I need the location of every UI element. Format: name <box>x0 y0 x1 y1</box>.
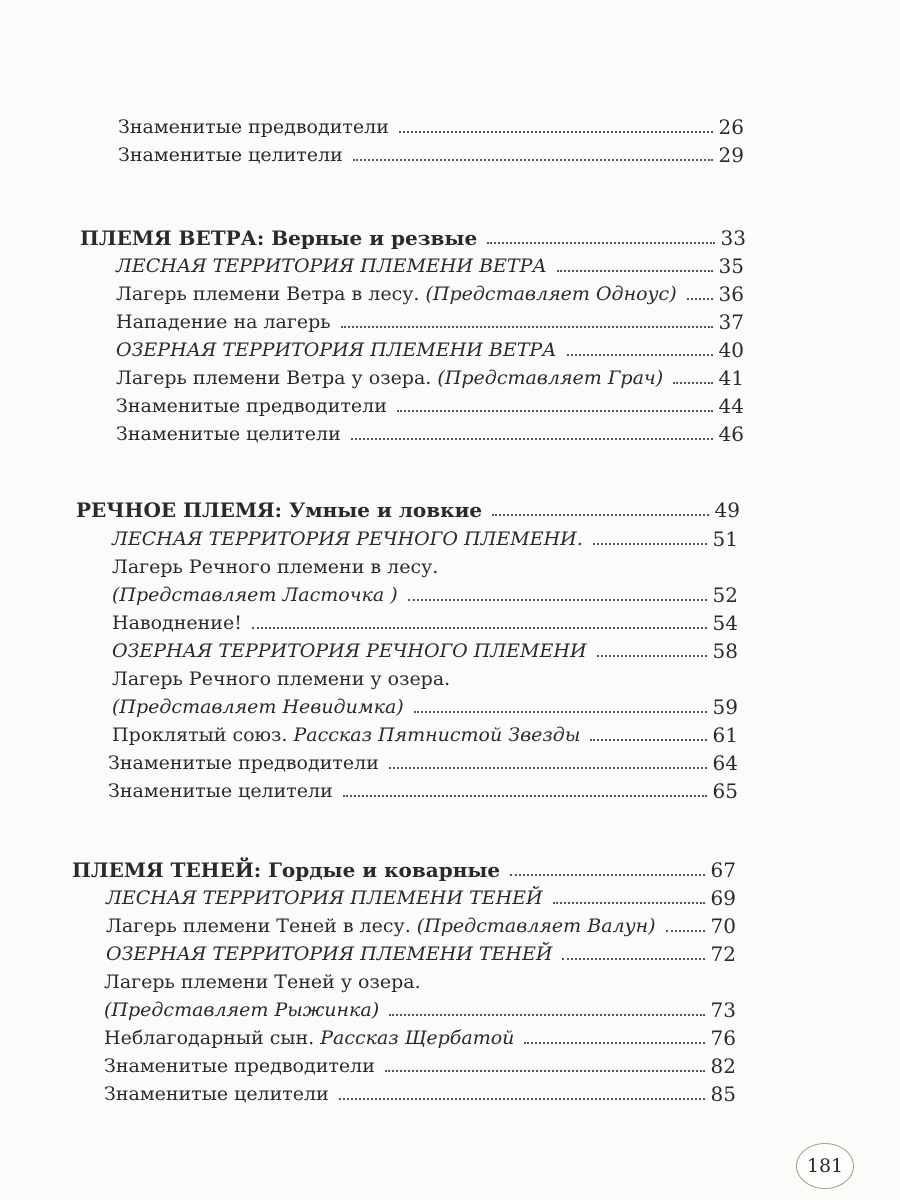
toc-entry <box>116 420 744 446</box>
toc-entry <box>112 581 738 607</box>
leader-dots <box>389 766 707 769</box>
entry-label: Лагерь племени Ветра в лесу. <box>116 283 426 305</box>
entry-page: 49 <box>714 498 740 522</box>
section-heading-bold: ПЛЕМЯ ВЕТРА: <box>80 226 265 250</box>
entry-page: 64 <box>712 751 738 775</box>
section-heading-bold: ПЛЕМЯ ТЕНЕЙ: <box>72 858 262 882</box>
entry-page: 72 <box>710 942 736 966</box>
entry-page: 29 <box>718 143 744 167</box>
toc-entry <box>112 637 738 663</box>
entry-label: Знаменитые предводители <box>104 1055 375 1077</box>
section-heading <box>76 496 740 522</box>
toc-entry <box>104 1024 736 1050</box>
entry-page: 35 <box>718 254 744 278</box>
toc-entry <box>106 884 736 910</box>
leader-dots <box>557 269 713 272</box>
entry-page: 40 <box>718 338 744 362</box>
leader-dots <box>353 158 713 161</box>
entry-label: Лагерь племени Теней в лесу. <box>106 915 417 937</box>
section-heading-rest: Верные и резвые <box>264 226 478 250</box>
entry-label: Знаменитые предводители <box>118 116 389 138</box>
entry-page: 70 <box>710 914 736 938</box>
leader-dots <box>590 738 706 741</box>
entry-label: Лагерь Речного племени в лесу. <box>112 556 439 578</box>
section-heading-rest: Гордые и коварные <box>261 858 501 882</box>
entry-label: Знаменитые целители <box>118 144 343 166</box>
entry-page: 69 <box>710 886 736 910</box>
entry-label: Неблагодарный сын. <box>104 1027 321 1049</box>
entry-label: Лагерь племени Ветра у озера. <box>116 367 438 389</box>
leader-dots <box>597 654 707 657</box>
leader-dots <box>341 325 713 328</box>
page-number: 181 <box>796 1143 854 1189</box>
toc-entry <box>112 553 738 579</box>
entry-italic: (Представляет Ласточка ) <box>112 584 398 606</box>
leader-dots <box>397 409 713 412</box>
entry-label: ОЗЕРНАЯ ТЕРРИТОРИЯ ПЛЕМЕНИ ВЕТРА <box>116 339 557 361</box>
leader-dots <box>687 297 713 300</box>
entry-italic: Рассказ Пятнистой Звезды <box>293 724 581 746</box>
entry-page: 41 <box>718 366 744 390</box>
entry-label: ЛЕСНАЯ ТЕРРИТОРИЯ ПЛЕМЕНИ ТЕНЕЙ <box>106 887 543 909</box>
toc-entry <box>108 777 738 803</box>
section-heading-bold: РЕЧНОЕ ПЛЕМЯ: <box>76 498 283 522</box>
entry-page: 73 <box>710 998 736 1022</box>
leader-dots <box>399 130 713 133</box>
entry-label: Знаменитые целители <box>116 423 341 445</box>
entry-page: 44 <box>718 394 744 418</box>
toc-entry <box>104 968 736 994</box>
toc-entry <box>104 996 736 1022</box>
leader-dots <box>343 794 707 797</box>
entry-italic: (Представляет Одноус) <box>425 283 677 305</box>
entry-page: 52 <box>712 583 738 607</box>
entry-page: 76 <box>710 1026 736 1050</box>
toc-entry <box>106 912 736 938</box>
entry-page: 54 <box>712 611 738 635</box>
toc-entry <box>112 721 738 747</box>
entry-italic: (Представляет Валун) <box>416 915 656 937</box>
entry-label: Лагерь племени Теней у озера. <box>104 971 421 993</box>
toc-entry <box>116 280 744 306</box>
entry-page: 37 <box>718 310 744 334</box>
leader-dots <box>593 542 707 545</box>
entry-label: Знаменитые целители <box>108 780 333 802</box>
toc-entry <box>104 1080 736 1106</box>
leader-dots <box>408 598 707 601</box>
toc-entry <box>108 749 738 775</box>
leader-dots <box>524 1041 704 1044</box>
toc-entry <box>116 392 744 418</box>
leader-dots <box>562 957 704 960</box>
entry-page: 46 <box>718 422 744 446</box>
entry-page: 85 <box>710 1082 736 1106</box>
entry-label: Наводнение! <box>112 612 242 634</box>
entry-italic: (Представляет Невидимка) <box>112 696 404 718</box>
toc-entry <box>116 364 744 390</box>
toc-entry <box>116 308 744 334</box>
leader-dots <box>567 353 713 356</box>
entry-label: Нападение на лагерь <box>116 311 331 333</box>
toc-entry <box>116 336 744 362</box>
toc-entry <box>118 141 744 167</box>
entry-label: ЛЕСНАЯ ТЕРРИТОРИЯ РЕЧНОГО ПЛЕМЕНИ. <box>112 528 583 550</box>
toc-entry <box>112 609 738 635</box>
leader-dots <box>673 381 712 384</box>
toc-entry <box>112 525 738 551</box>
entry-label: Лагерь Речного племени у озера. <box>112 668 451 690</box>
leader-dots <box>252 626 707 629</box>
leader-dots <box>487 241 714 244</box>
toc-entry <box>104 1052 736 1078</box>
section-heading <box>72 856 736 882</box>
entry-page: 58 <box>712 639 738 663</box>
toc-entry <box>116 252 744 278</box>
leader-dots <box>414 710 707 713</box>
entry-page: 26 <box>718 115 744 139</box>
leader-dots <box>553 901 705 904</box>
entry-page: 51 <box>712 527 738 551</box>
entry-label: Знаменитые целители <box>104 1083 329 1105</box>
entry-label: ОЗЕРНАЯ ТЕРРИТОРИЯ РЕЧНОГО ПЛЕМЕНИ <box>112 640 587 662</box>
toc-entry <box>118 113 744 139</box>
toc-entry <box>106 940 736 966</box>
entry-page: 59 <box>712 695 738 719</box>
entry-page: 67 <box>710 858 736 882</box>
entry-page: 36 <box>718 282 744 306</box>
entry-label: Знаменитые предводители <box>108 752 379 774</box>
section-heading <box>80 224 746 250</box>
entry-page: 65 <box>712 779 738 803</box>
entry-italic: (Представляет Грач) <box>437 367 664 389</box>
leader-dots <box>385 1069 705 1072</box>
leader-dots <box>351 437 713 440</box>
toc-entry <box>112 693 738 719</box>
entry-page: 61 <box>712 723 738 747</box>
entry-italic: Рассказ Щербатой <box>320 1027 515 1049</box>
entry-page: 33 <box>720 226 746 250</box>
entry-label: ЛЕСНАЯ ТЕРРИТОРИЯ ПЛЕМЕНИ ВЕТРА <box>116 255 547 277</box>
entry-label: Знаменитые предводители <box>116 395 387 417</box>
entry-italic: (Представляет Рыжинка) <box>104 999 380 1021</box>
entry-label: Проклятый союз. <box>112 724 294 746</box>
leader-dots <box>389 1013 704 1016</box>
entry-page: 82 <box>710 1054 736 1078</box>
leader-dots <box>339 1097 705 1100</box>
leader-dots <box>492 513 708 516</box>
leader-dots <box>510 873 704 876</box>
entry-label: ОЗЕРНАЯ ТЕРРИТОРИЯ ПЛЕМЕНИ ТЕНЕЙ <box>106 943 553 965</box>
leader-dots <box>666 929 705 932</box>
toc-entry <box>112 665 738 691</box>
section-heading-rest: Умные и ловкие <box>282 498 483 522</box>
